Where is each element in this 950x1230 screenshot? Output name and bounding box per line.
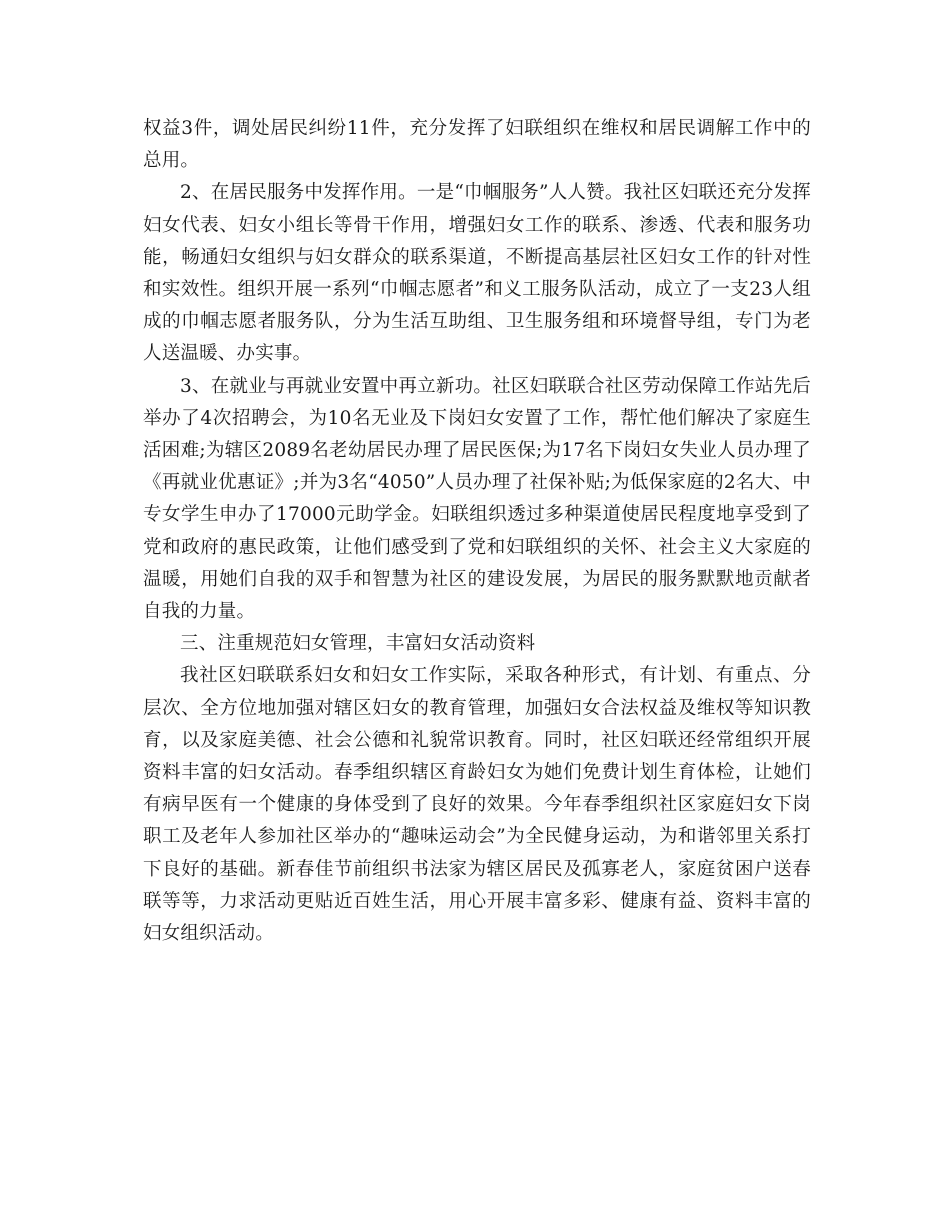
paragraph-2: 2、在居民服务中发挥作用。一是“巾帼服务”人人赞。我社区妇联还充分发挥妇女代表、妇女小组长等骨干作用，增强妇女工作的联系、渗透、代表和服务功能，畅通妇女组织与妇女群众的联系渠道，不断提高基层社区妇女工作的针对性和实效性。组织开展一系列“巾帼志愿者”和义工服务队活动，成立了一支23人组成的巾帼志愿者服务队，分为生活互助组、卫生服务组和环境督导组，专门为老人送温暖、办实事。	[143, 182, 811, 365]
document-body	[143, 113, 811, 950]
paragraph-1: 权益3件，调处居民纠纷11件，充分发挥了妇联组织在维权和居民调解工作中的总用。	[143, 118, 811, 172]
paragraph-4: 我社区妇联联系妇女和妇女工作实际，采取各种形式，有计划、有重点、分层次、全方位地加强对辖区妇女的教育管理，加强妇女合法权益及维权等知识教育，以及家庭美德、社会公德和礼貌常识教育。同时，社区妇联还经常组织开展资料丰富的妇女活动。春季组织辖区育龄妇女为她们免费计划生育体检，让她们有病早医有一个健康的身体受到了良好的效果。今年春季组织社区家庭妇女下岗职工及老年人参加社区举办的“趣味运动会”为全民健身运动，为和谐邻里关系打下良好的基础。新春佳节前组织书法家为辖区居民及孤寡老人，家庭贫困户送春联等等，力求活动更贴近百姓生活，用心开展丰富多彩、健康有益、资料丰富的妇女组织活动。	[143, 665, 811, 945]
section-heading: 三、注重规范妇女管理，丰富妇女活动资料	[180, 633, 536, 655]
paragraph-3: 3、在就业与再就业安置中再立新功。社区妇联联合社区劳动保障工作站先后举办了4次招聘会，为10名无业及下岗妇女安置了工作，帮忙他们解决了家庭生活困难;为辖区2089名老幼居民办理了居民医保;为17名下岗妇女失业人员办理了《再就业优惠证》;并为3名“4050”人员办理了社保补贴;为低保家庭的2名大、中专女学生申办了17000元助学金。妇联组织透过多种渠道使居民程度地享受到了党和政府的惠民政策，让他们感受到了党和妇联组织的关怀、社会主义大家庭的温暖，用她们自我的双手和智慧为社区的建设发展，为居民的服务默默地贡献者自我的力量。	[143, 375, 811, 623]
